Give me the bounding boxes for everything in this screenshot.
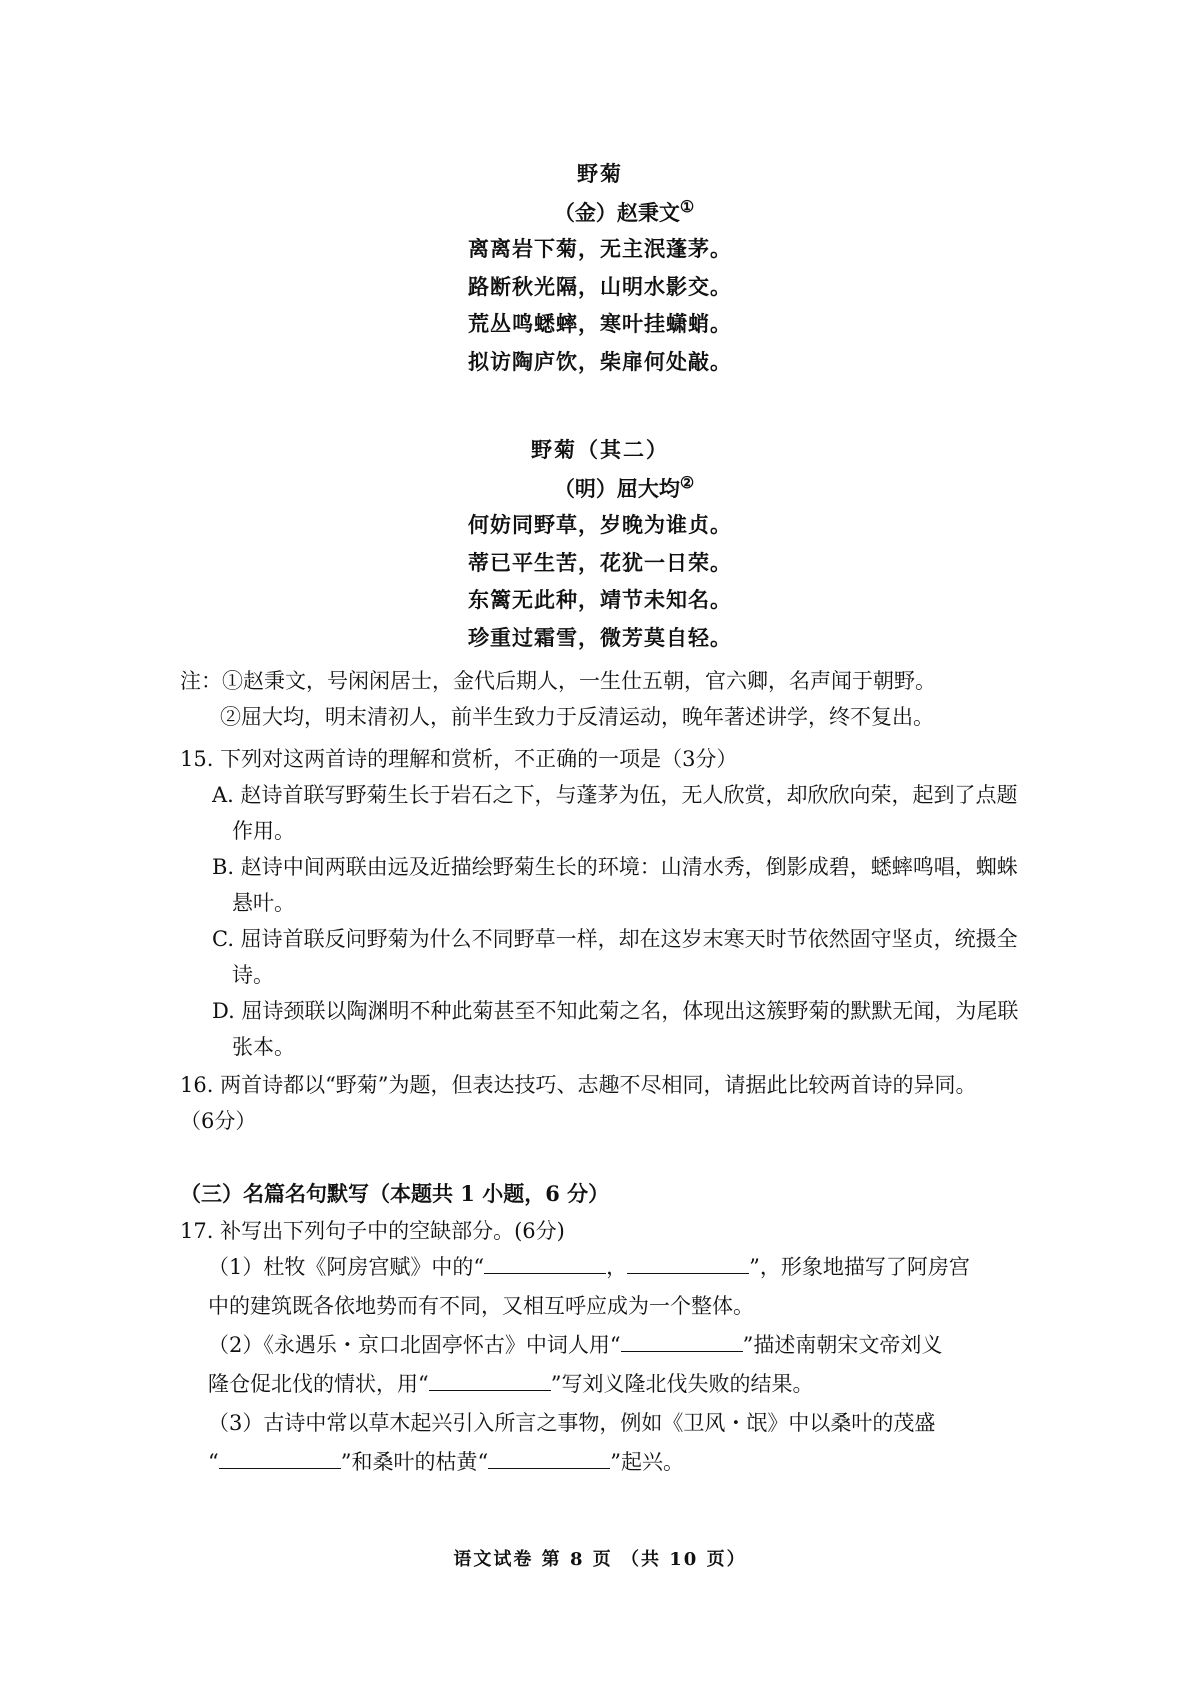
- q17-item-2: [180, 1327, 1020, 1402]
- poem-line: 荒丛鸣蟋蟀，寒叶挂蟏蛸。: [468, 311, 732, 336]
- poem-line: 路断秋光隔，山明水影交。: [468, 273, 732, 299]
- answer-blank[interactable]: [219, 1444, 341, 1469]
- q17-2-text-b: ”描述南朝宋文帝刘义: [742, 1333, 943, 1357]
- poem-line: 何妨同野草，岁晚为谁贞。: [468, 512, 732, 537]
- q17-3-text-a: （3）古诗中常以草木起兴引入所言之事物，例如《卫风・氓》中以桑叶的茂盛: [208, 1411, 936, 1435]
- answer-blank[interactable]: [627, 1249, 749, 1274]
- option-a: A. 赵诗首联写野菊生长于岩石之下，与蓬茅为伍，无人欣赏，却欣欣向荣，起到了点题作用。: [212, 783, 1018, 843]
- q17-1-text-c: ”，形象地描写了阿房宫: [749, 1255, 970, 1279]
- poem-line: 蒂已平生苦，花犹一日荣。: [468, 549, 732, 575]
- poem-line: 珍重过霜雪，微芳莫自轻。: [468, 624, 732, 650]
- q17-1-text-b: ，: [606, 1255, 628, 1279]
- poem-line: 离离岩下菊，无主泯蓬茅。: [468, 236, 732, 261]
- question-15: [180, 741, 1020, 1065]
- question-15-stem: 15. 下列对这两首诗的理解和赏析，不正确的一项是（3分）: [180, 747, 738, 771]
- note-1-text: ①赵秉文，号闲闲居士，金代后期人，一生仕五朝，官六卿，名声闻于朝野。: [222, 669, 936, 693]
- page-footer: 语文试卷 第 8 页 （共 10 页）: [453, 1549, 747, 1570]
- notes: [180, 663, 1020, 735]
- q17-3-text-c: ”和桑叶的枯黄“: [340, 1450, 489, 1474]
- poem-1-title: 野菊: [577, 161, 623, 186]
- note-mark-2: ②: [679, 473, 695, 492]
- q17-2-text-a: （2）《永遇乐・京口北固亭怀古》中词人用“: [208, 1333, 621, 1357]
- answer-blank[interactable]: [621, 1327, 743, 1352]
- option-d: D. 屈诗颈联以陶渊明不种此菊甚至不知此菊之名，体现出这簇野菊的默默无闻，为尾联张本。: [212, 999, 1019, 1059]
- q17-item-3: [180, 1405, 1020, 1480]
- question-17-stem: 17. 补写出下列句子中的空缺部分。(6分): [180, 1219, 565, 1243]
- poem-2-title: 野菊（其二）: [531, 437, 669, 462]
- answer-blank[interactable]: [488, 1444, 610, 1469]
- q17-3-text-b: “: [208, 1450, 219, 1474]
- option-c: C. 屈诗首联反问野菊为什么不同野草一样，却在这岁末寒天时节依然固守坚贞，统摄全诗。: [212, 927, 1018, 987]
- poem-2-author: [48, 466, 1200, 506]
- note-1: [180, 663, 1020, 699]
- poem-2-author-text: （明）屈大均: [553, 476, 680, 501]
- poem-2: [0, 434, 1200, 656]
- poem-line: 东篱无此种，靖节未知名。: [468, 587, 732, 612]
- answer-blank[interactable]: [484, 1249, 606, 1274]
- option-b: B. 赵诗中间两联由远及近描绘野菊生长的环境：山清水秀，倒影成碧，蟋蟀鸣唱，蜘蛛悬叶。: [212, 855, 1018, 915]
- q17-item-1: [180, 1249, 1020, 1324]
- poem-1-author-text: （金）赵秉文: [553, 200, 680, 225]
- notes-label: 注：: [180, 669, 222, 693]
- poem-1: [0, 158, 1200, 380]
- question-17: [180, 1213, 1020, 1483]
- note-mark-1: ①: [679, 197, 695, 216]
- q17-2-text-d: ”写刘义隆北伐失败的结果。: [550, 1372, 814, 1396]
- poem-1-author: [48, 190, 1200, 230]
- poem-line: 拟访陶庐饮，柴扉何处敲。: [468, 348, 732, 374]
- note-2: ②屈大均，明末清初人，前半生致力于反清运动，晚年著述讲学，终不复出。: [220, 705, 934, 729]
- q17-1-text-a: （1）杜牧《阿房宫赋》中的“: [208, 1255, 485, 1279]
- question-16-stem: 16. 两首诗都以“野菊”为题，但表达技巧、志趣不尽相同，请据此比较两首诗的异同。: [180, 1073, 977, 1097]
- question-16-score: （6分）: [180, 1109, 257, 1133]
- q17-2-text-c: 隆仓促北伐的情状，用“: [208, 1372, 429, 1396]
- question-16: [180, 1067, 1020, 1139]
- section-3-heading: （三）名篇名句默写（本题共 1 小题，6 分）: [180, 1181, 610, 1206]
- answer-blank[interactable]: [429, 1366, 551, 1391]
- q17-1-text-d: 中的建筑既各依地势而有不同，又相互呼应成为一个整体。: [208, 1294, 754, 1318]
- q17-3-text-d: ”起兴。: [610, 1450, 684, 1474]
